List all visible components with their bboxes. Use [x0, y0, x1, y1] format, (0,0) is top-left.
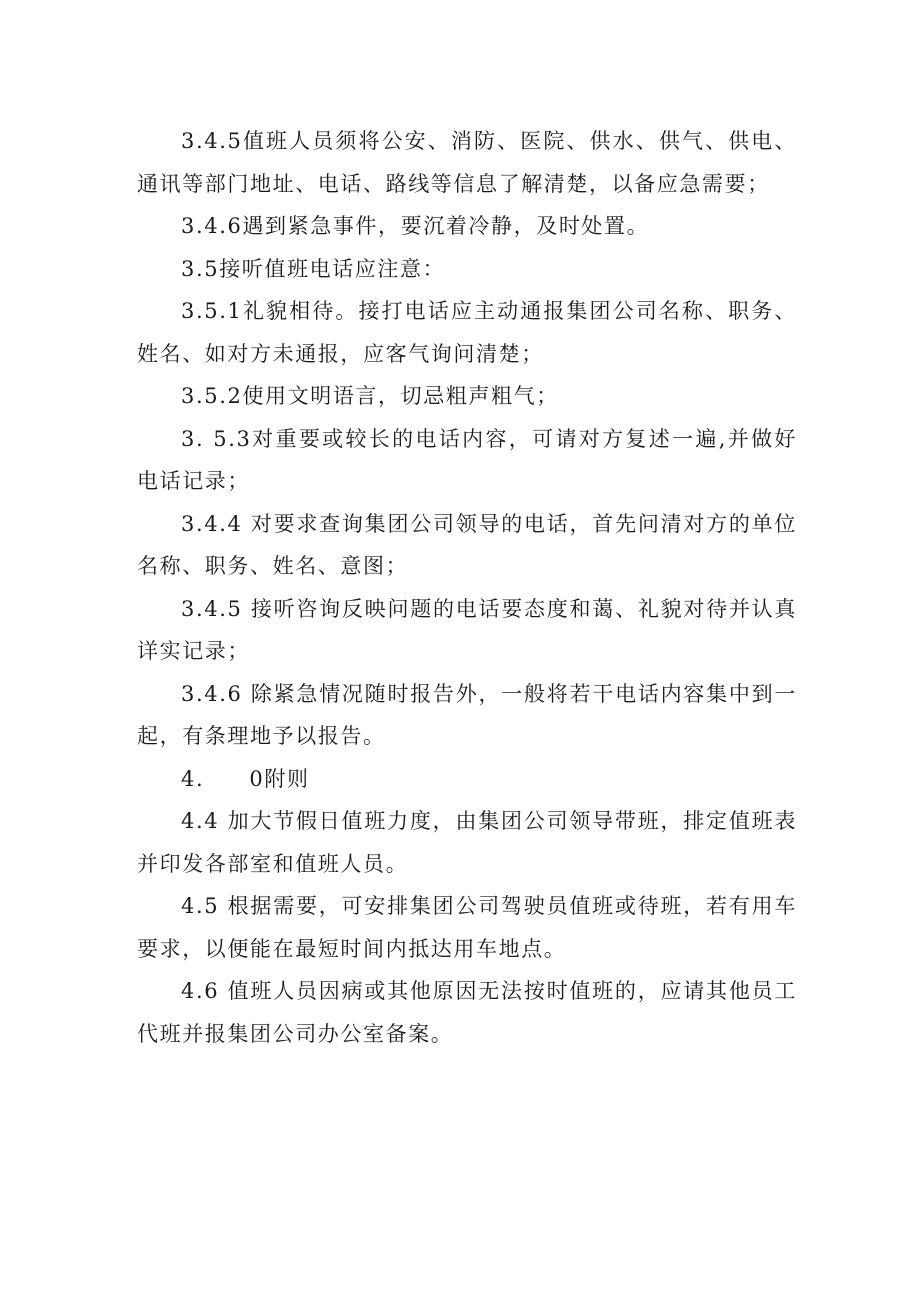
- paragraph-4-4-holiday-duty: 4.4 加大节假日值班力度，由集团公司领导带班，排定值班表并印发各部室和值班人员。: [137, 809, 797, 876]
- paragraph-3-4-5-inquiry-calls: 3.4.5 接听咨询反映问题的电话要态度和蔼、礼貌对待并认真详实记录；: [137, 596, 797, 663]
- paragraph-3-5-phone-notes: 3.5接听值班电话应注意：: [181, 256, 446, 281]
- paragraph-3-4-6-emergency: 3.4.6遇到紧急事件，要沉着冷静，及时处置。: [181, 214, 650, 238]
- paragraph-3-5-1-courtesy: 3.5.1礼貌相待。接打电话应主动通报集团公司名称、职务、姓名、如对方未通报，应客气询问清楚；: [137, 299, 797, 366]
- paragraph-3-5-2-language: 3.5.2使用文明语言，切忌粗声粗气；: [181, 384, 559, 408]
- paragraph-3-4-4-leader-calls: 3.4.4 对要求查询集团公司领导的电话，首先问清对方的单位名称、职务、姓名、意图；: [137, 511, 797, 578]
- document-body: [137, 120, 797, 1055]
- section-4-heading: 4. 0附则: [181, 766, 310, 791]
- paragraph-3-4-6-reporting: 3.4.6 除紧急情况随时报告外，一般将若干电话内容集中到一起，有条理地予以报告。: [137, 681, 797, 748]
- paragraph-4-5-drivers: 4.5 根据需要，可安排集团公司驾驶员值班或待班，若有用车要求，以便能在最短时间内抵达用车地点。: [137, 894, 797, 961]
- paragraph-3-5-3-records: 3. 5.3对重要或较长的电话内容，可请对方复述一遍,并做好电话记录；: [137, 426, 798, 493]
- paragraph-4-6-substitution: 4.6 值班人员因病或其他原因无法按时值班的，应请其他员工代班并报集团公司办公室备案。: [137, 979, 797, 1046]
- paragraph-3-4-5-contacts: 3.4.5值班人员须将公安、消防、医院、供水、供气、供电、通讯等部门地址、电话、路线等信息了解清楚，以备应急需要；: [137, 129, 797, 196]
